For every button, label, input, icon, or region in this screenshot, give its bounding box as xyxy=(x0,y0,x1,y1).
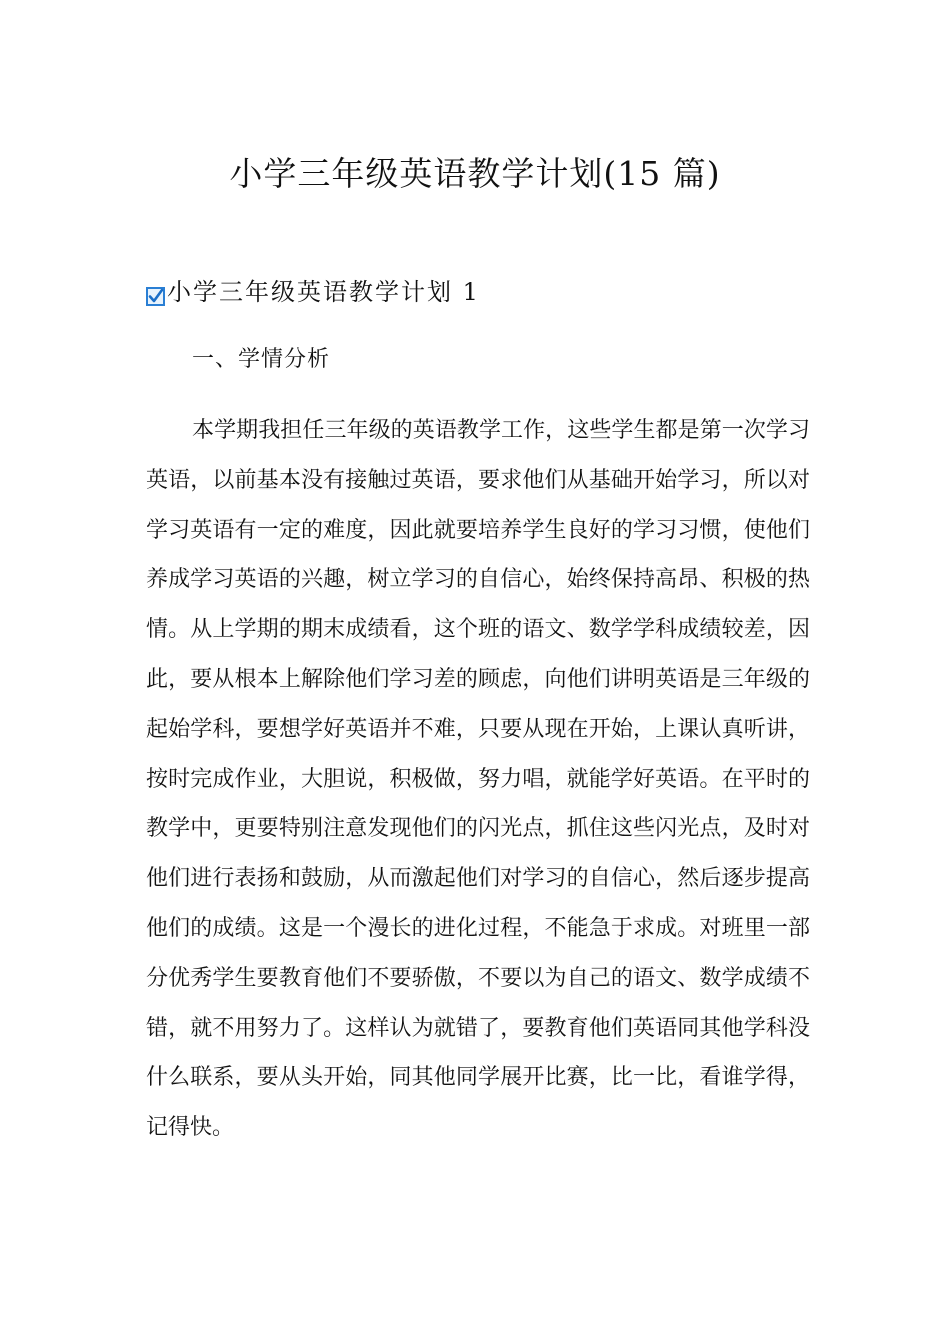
document-title: 小学三年级英语教学计划(15 篇) xyxy=(229,154,721,193)
section-heading-text: 小学三年级英语教学计划 1 xyxy=(167,278,480,306)
section-heading xyxy=(146,274,480,310)
checked-checkbox-icon xyxy=(146,287,165,306)
body-paragraph: 本学期我担任三年级的英语教学工作，这些学生都是第一次学习英语，以前基本没有接触过英语，要求他们从基础开始学习，所以对学习英语有一定的难度，因此就要培养学生良好的学习习惯，使他们养成学习英语的兴趣，树立学习的自信心，始终保持高昂、积极的热情。从上学期的期末成绩看，这个班的语文、数学学科成绩较差，因此，要从根本上解除他们学习差的顾虑，向他们讲明英语是三年级的起始学科，要想学好英语并不难，只要从现在开始，上课认真听讲，按时完成作业，大胆说，积极做，努力唱，就能学好英语。在平时的教学中，更要特别注意发现他们的闪光点，抓住这些闪光点，及时对他们进行表扬和鼓励，从而激起他们对学习的自信心，然后逐步提高他们的成绩。这是一个漫长的进化过程，不能急于求成。对班里一部分优秀学生要教育他们不要骄傲，不要以为自己的语文、数学成绩不错，就不用努力了。这样认为就错了，要教育他们英语同其他学科没什么联系，要从头开始，同其他同学展开比赛，比一比，看谁学得，记得快。 xyxy=(146,418,810,1141)
sub-heading: 一、学情分析 xyxy=(192,347,331,372)
